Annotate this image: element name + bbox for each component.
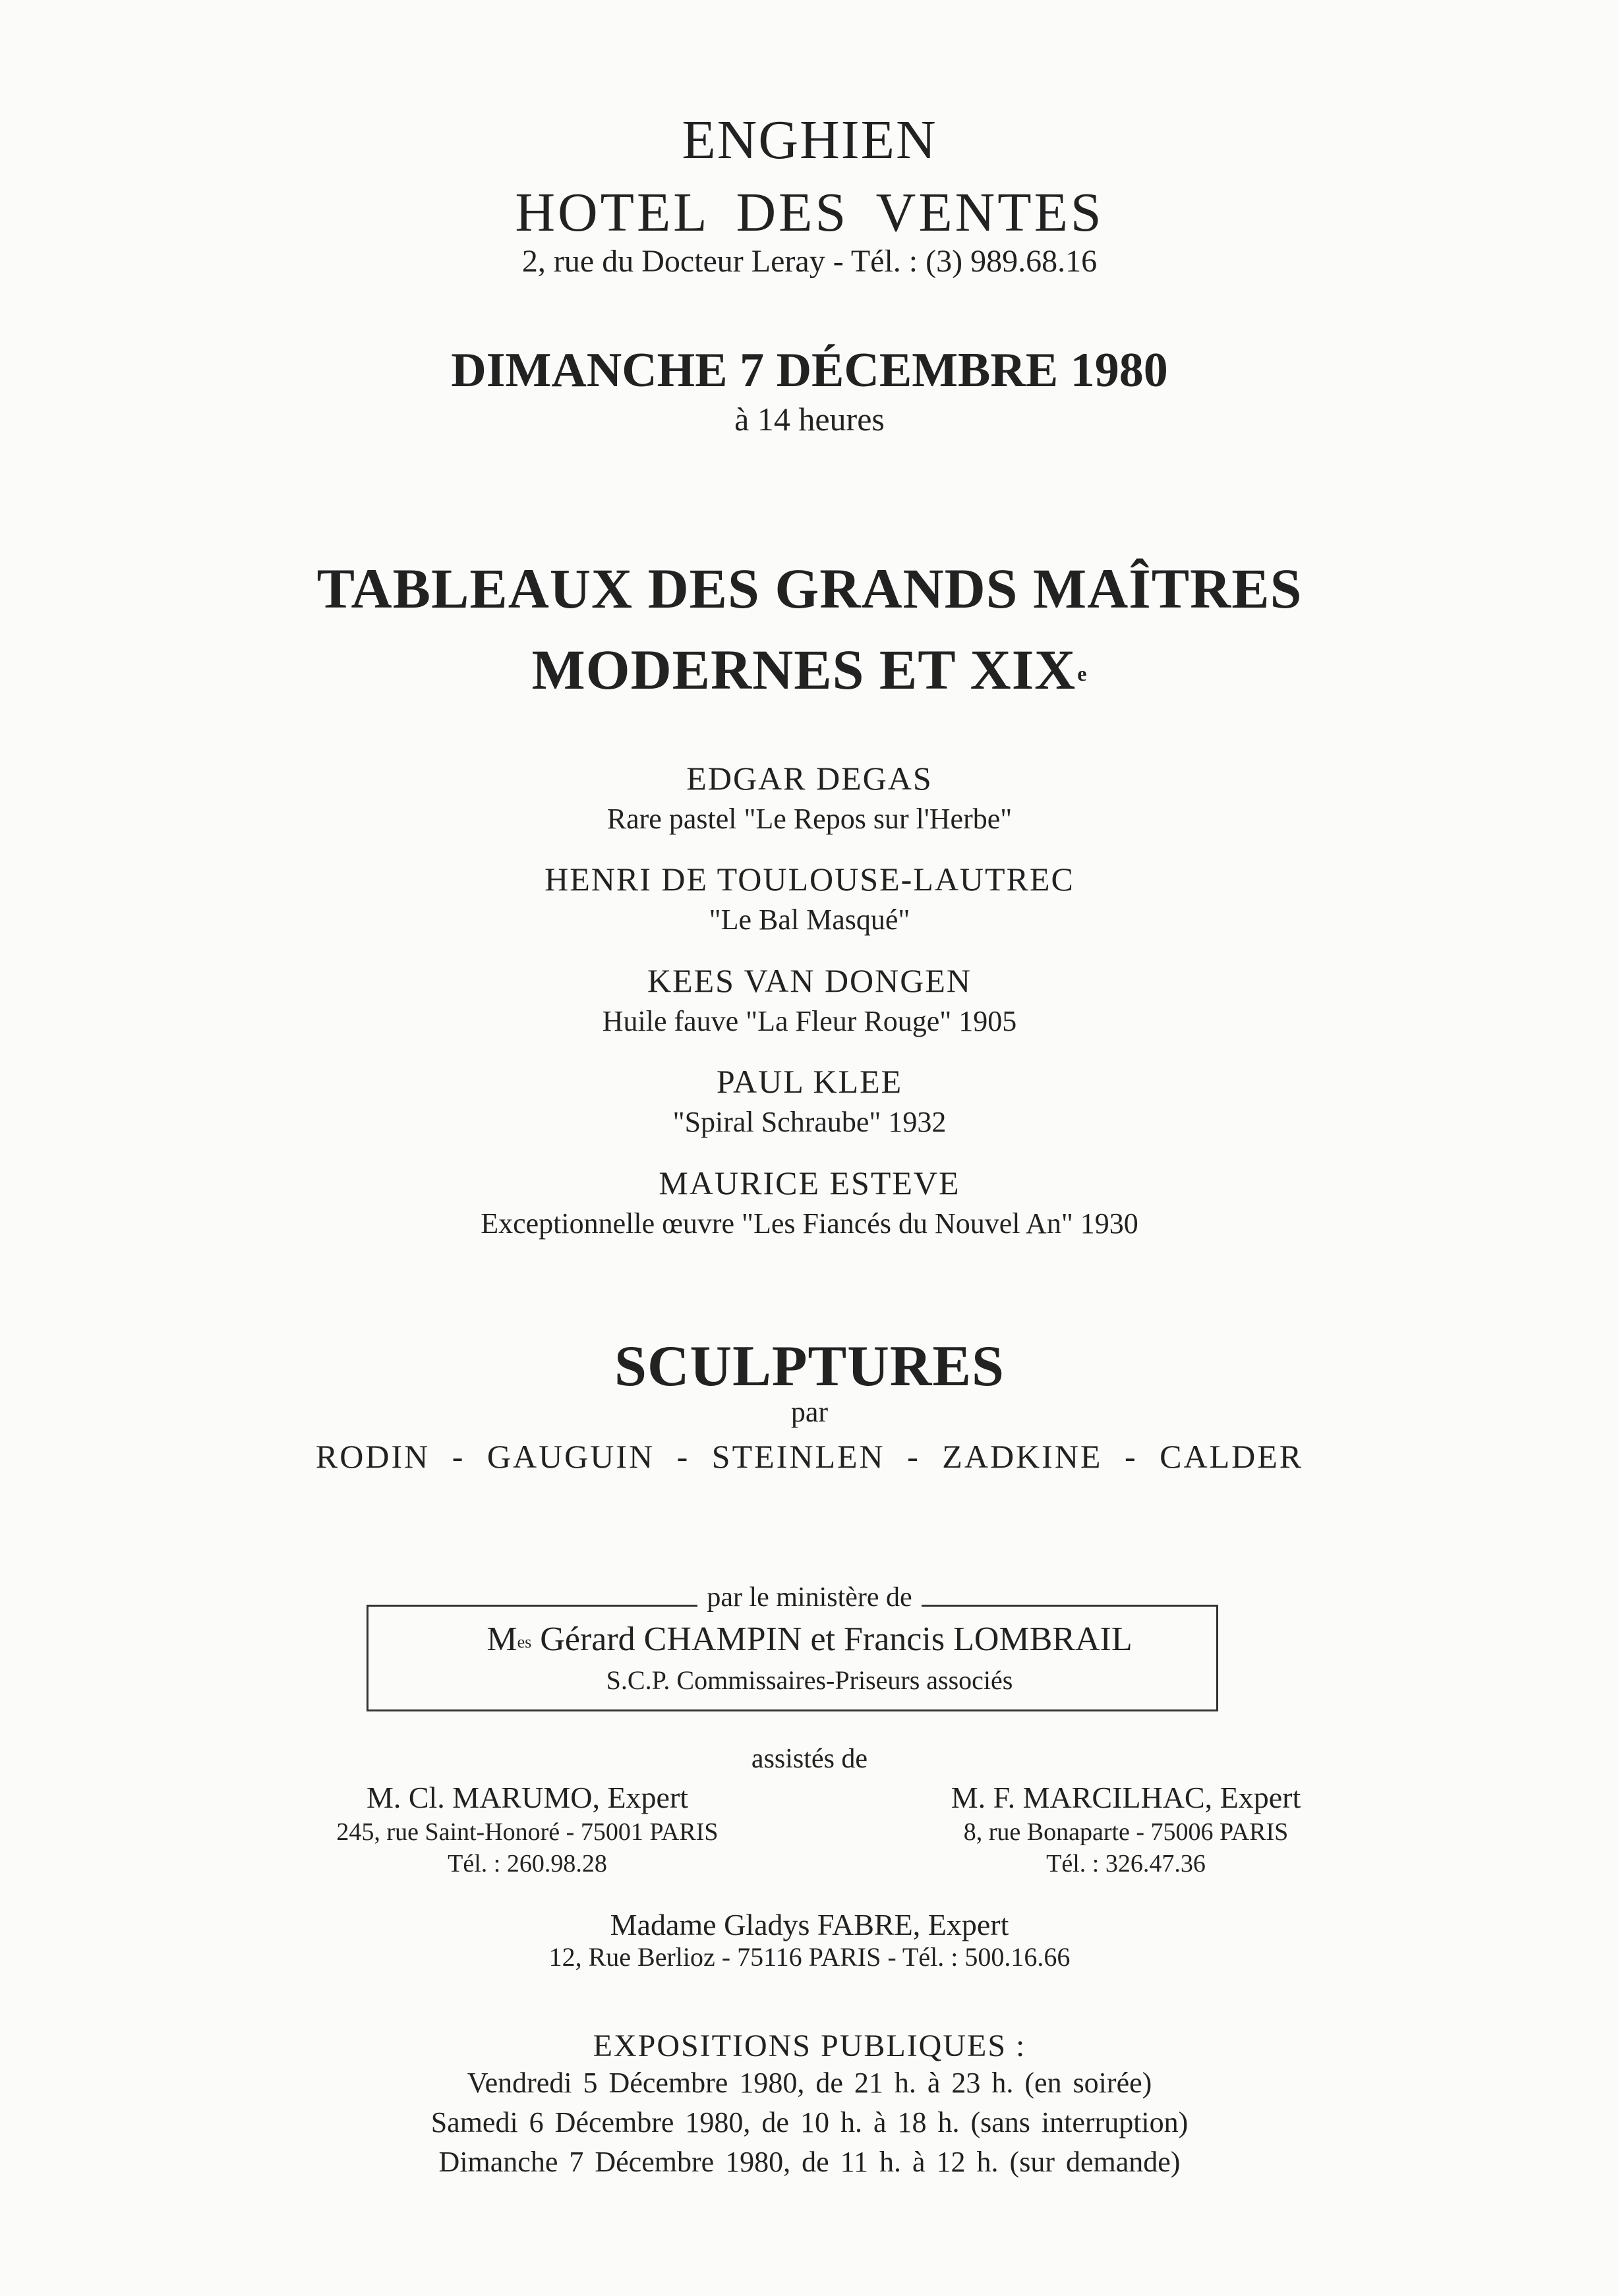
expert-name: M. Cl. MARUMO, Expert — [366, 1781, 689, 1814]
artist-name: EDGAR DEGAS — [686, 760, 933, 797]
expert-address: 8, rue Bonaparte - 75006 PARIS — [963, 1818, 1289, 1846]
sculptures-title: SCULPTURES — [614, 1335, 1005, 1398]
assisted-label: assistés de — [751, 1744, 868, 1774]
artist-name: PAUL KLEE — [716, 1063, 903, 1100]
expert-tel: Tél. : 260.98.28 — [448, 1850, 607, 1878]
sale-title-line2 — [0, 638, 1619, 701]
auctioneers-text: Gérard CHAMPIN et Francis LOMBRAIL — [531, 1621, 1133, 1658]
artist-work: Exceptionnelle œuvre "Les Fiancés du Nouvel An" 1930 — [481, 1207, 1138, 1240]
venue-address: 2, rue du Docteur Leray - Tél. : (3) 989.68.16 — [521, 244, 1098, 279]
sale-title-line2-text: MODERNES ET XIX — [531, 638, 1076, 701]
expert-third-name: Madame Gladys FABRE, Expert — [610, 1908, 1009, 1941]
expert-third-address: 12, Rue Berlioz - 75116 PARIS - Tél. : 500.16.66 — [548, 1942, 1071, 1972]
exposition-line: Vendredi 5 Décembre 1980, de 21 h. à 23 h. (en soirée) — [467, 2067, 1152, 2099]
sculptors-list: RODIN - GAUGUIN - STEINLEN - ZADKINE - CALDER — [315, 1438, 1304, 1475]
artist-name: MAURICE ESTEVE — [659, 1164, 960, 1201]
expert-name: M. F. MARCILHAC, Expert — [951, 1781, 1301, 1814]
auctioneers-firm: S.C.P. Commissaires-Priseurs associés — [606, 1665, 1013, 1695]
auctioneers-names — [0, 1620, 1619, 1659]
ministry-label — [0, 1582, 1619, 1613]
artist-work: "Le Bal Masqué" — [709, 904, 910, 936]
expert-right — [842, 1779, 1409, 1880]
exposition-line: Dimanche 7 Décembre 1980, de 11 h. à 12 h. (sur demande) — [438, 2146, 1181, 2178]
sale-title-line1: TABLEAUX DES GRANDS MAÎTRES — [316, 557, 1303, 620]
sale-title-superscript: e — [1077, 662, 1088, 685]
artist-work: "Spiral Schraube" 1932 — [672, 1106, 947, 1138]
artist-name: HENRI DE TOULOUSE-LAUTREC — [545, 861, 1074, 898]
sale-time: à 14 heures — [734, 401, 885, 438]
expert-address: 245, rue Saint-Honoré - 75001 PARIS — [336, 1818, 719, 1846]
artist-work: Rare pastel "Le Repos sur l'Herbe" — [606, 803, 1013, 835]
artist-name: KEES VAN DONGEN — [647, 962, 972, 999]
venue-name: ENGHIEN — [682, 109, 937, 171]
expositions-title: EXPOSITIONS PUBLIQUES : — [593, 2028, 1026, 2063]
exposition-line: Samedi 6 Décembre 1980, de 10 h. à 18 h. (sans interruption) — [430, 2106, 1189, 2138]
sculptures-par: par — [790, 1396, 829, 1428]
expert-left — [264, 1779, 791, 1880]
auctioneers-prefix-superscript: es — [517, 1632, 532, 1651]
sale-date: DIMANCHE 7 DÉCEMBRE 1980 — [451, 343, 1168, 397]
expert-tel: Tél. : 326.47.36 — [1046, 1850, 1206, 1878]
artist-work: Huile fauve "La Fleur Rouge" 1905 — [602, 1005, 1017, 1037]
auctioneers-prefix: M — [486, 1621, 517, 1658]
venue-subtitle: HOTEL DES VENTES — [515, 182, 1104, 243]
ministry-label-text: par le ministère de — [697, 1582, 921, 1613]
